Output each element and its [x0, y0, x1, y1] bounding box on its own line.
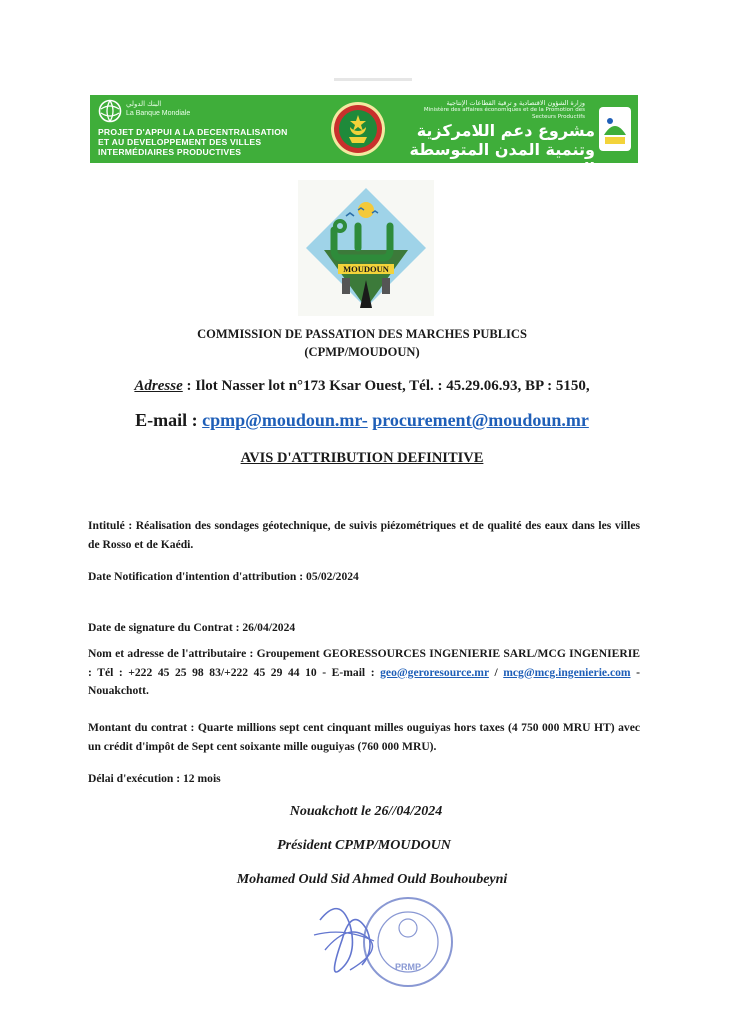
notice-title: AVIS D'ATTRIBUTION DEFINITIVE	[240, 450, 484, 466]
awardee-info	[88, 645, 640, 701]
signature-and-stamp-icon	[300, 880, 475, 1015]
moudoun-logo-icon	[298, 180, 434, 316]
ministry-name-french: Ministère des affaires économiques et de la Promotion des Secteurs Productifs	[423, 107, 585, 120]
email-line	[0, 410, 724, 431]
project-line: PROJET D'APPUI A LA DECENTRALISATION	[98, 127, 288, 137]
moudoun-mini-logo-icon	[596, 101, 634, 157]
awardee-email-link[interactable]: mcg@mcg.ingenierie.com	[503, 665, 631, 679]
address-text: : Ilot Nasser lot n°173 Ksar Ouest, Tél. : 45.29.06.93, BP : 5150,	[182, 378, 590, 394]
stamp-label: PRMP	[394, 962, 422, 972]
contract-amount: Montant du contrat : Quarte millions sept cent cinquant milles ouguiyas hors taxes (4 750 000 MRU HT) avec un crédit d'impôt de Sept cent soixante mille ouguiyas (760 000 MRU).	[88, 721, 640, 753]
ministry-name	[420, 99, 585, 121]
signatory-name: Mohamed Ould Sid Ahmed Ould Bouhoubeyni	[236, 872, 508, 887]
project-arabic-line: مشروع دعم اللامركزية	[416, 121, 595, 140]
commission-line: (CPMP/MOUDOUN)	[304, 345, 420, 359]
contract-title: Intitulé : Réalisation des sondages géotechnique, de suivis piézométriques et de qualité des eaux dans les villes de Rosso et de Kaédi.	[88, 519, 640, 551]
awardee-separator: /	[488, 665, 504, 679]
logo-label: MOUDOUN	[343, 264, 389, 274]
notification-date: Date Notification d'intention d'attribution : 05/02/2024	[88, 570, 359, 583]
email-link-cpmp[interactable]: cpmp@moudoun.mr-	[202, 410, 368, 430]
project-name-french	[98, 127, 288, 157]
project-arabic-line: وتنمية المدن المتوسطة المنتجة	[409, 140, 595, 178]
ministry-name-arabic: وزارة الشؤون الاقتصادية و ترقية القطاعات الإنتاجية	[446, 99, 585, 107]
scan-artifact	[334, 78, 412, 81]
national-seal-icon	[330, 101, 386, 157]
commission-line: COMMISSION DE PASSATION DES MARCHES PUBLICS	[197, 327, 527, 341]
world-bank-name: البنك الدولي La Banque Mondiale	[126, 101, 191, 117]
commission-title	[0, 325, 724, 361]
email-link-procurement[interactable]: procurement@moudoun.mr	[372, 410, 589, 430]
world-bank-logo-icon	[98, 99, 122, 123]
execution-period: Délai d'exécution : 12 mois	[88, 772, 221, 785]
email-label: E-mail :	[135, 410, 203, 430]
awardee-text: Nom et adresse de l'attributaire : Groupement GEORESSOURCES INGENIERIE SARL/MCG INGENIERIE : Tél : +222 45 25 98 83/+222 45 29 44 10 - E-mail :	[88, 647, 640, 679]
signature-date: Date de signature du Contrat : 26/04/2024	[88, 621, 296, 634]
place-and-date: Nouakchott le 26//04/2024	[289, 804, 443, 819]
awardee-email-link[interactable]: geo@geroresource.mr	[380, 665, 489, 679]
address-line	[0, 378, 724, 395]
project-line: ET AU DEVELOPPEMENT DES VILLES	[98, 137, 262, 147]
header-banner	[90, 95, 638, 178]
project-line: INTERMÉDIAIRES PRODUCTIVES	[98, 147, 242, 157]
address-label: Adresse	[134, 378, 183, 394]
signatory-role: Président CPMP/MOUDOUN	[277, 838, 451, 853]
awardee-city: - Nouakchott.	[88, 665, 640, 697]
project-name-arabic	[390, 121, 595, 178]
